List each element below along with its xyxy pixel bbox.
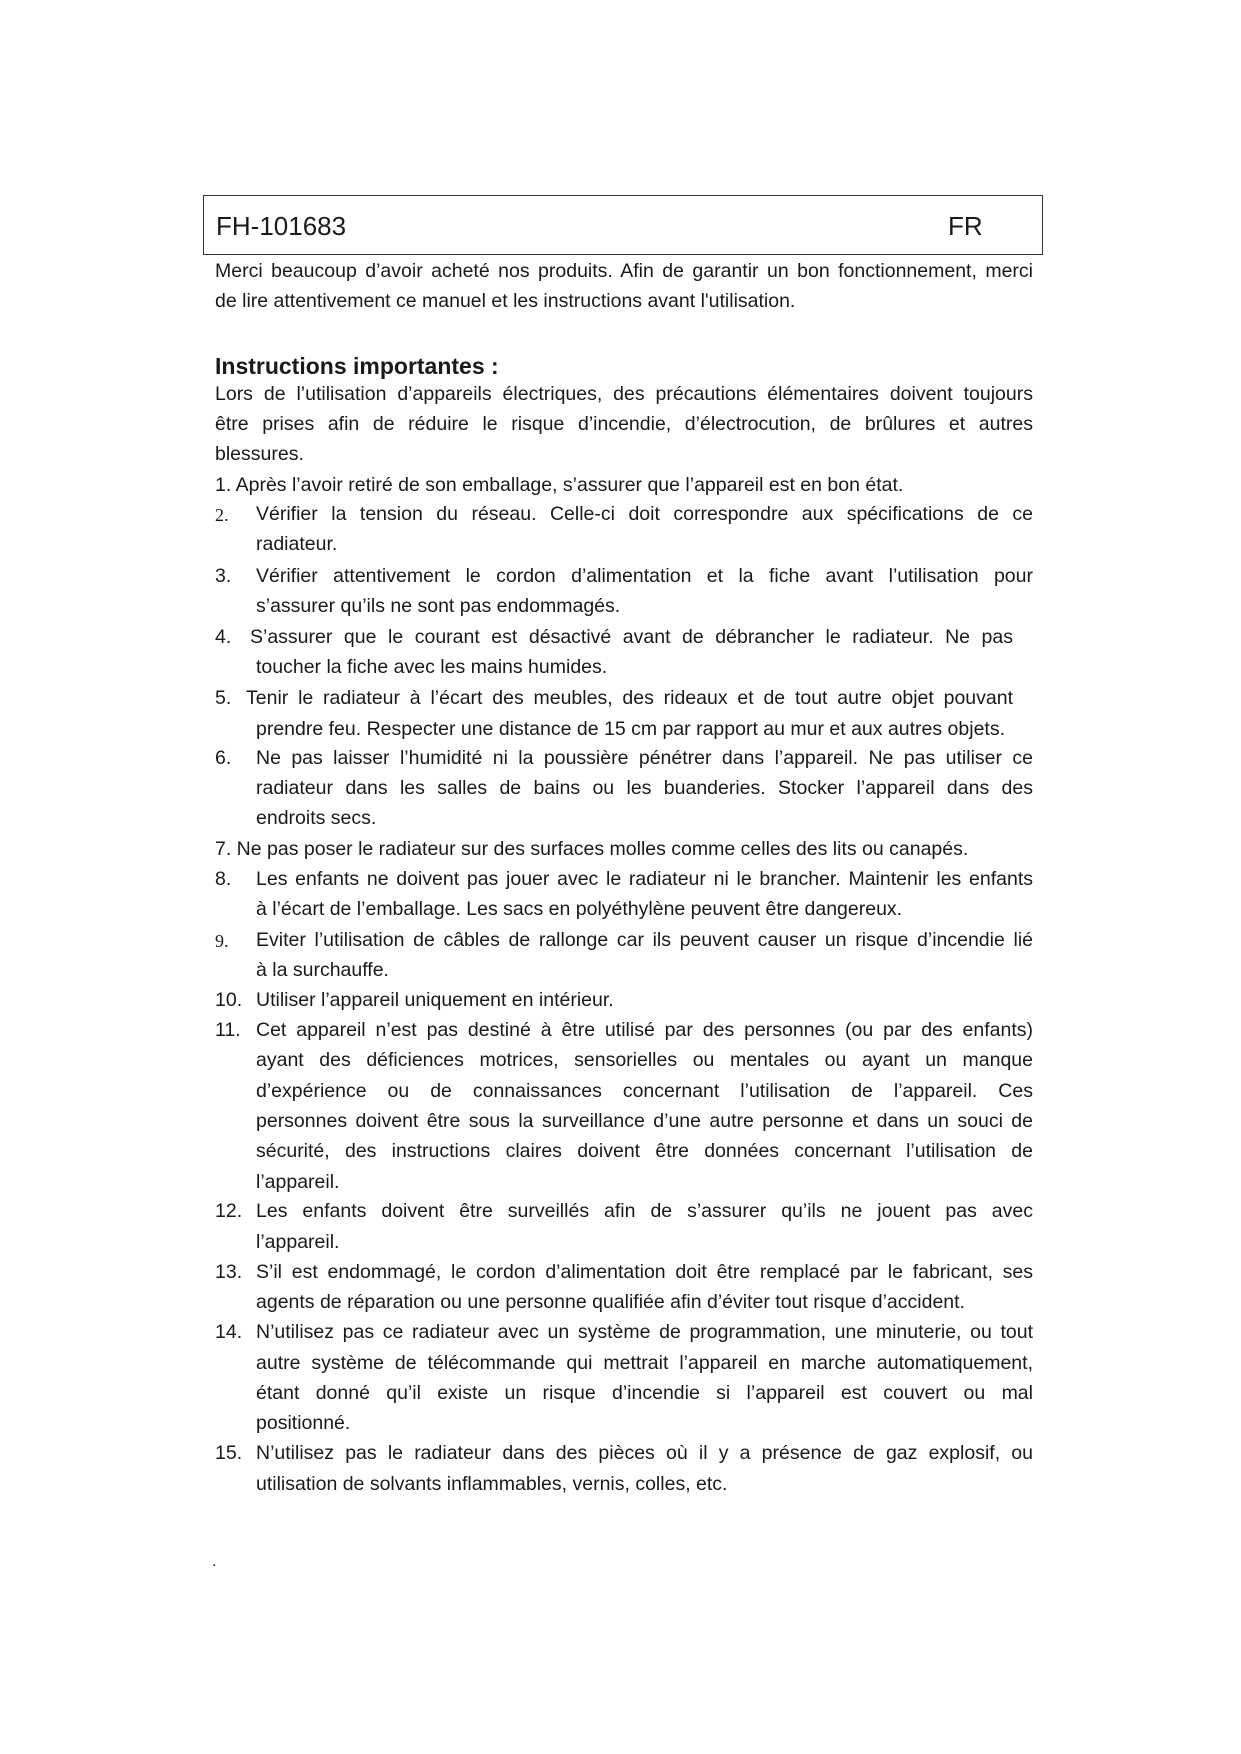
list-number-9: 9. [215, 931, 229, 951]
list-item-13-line-1: S’il est endommagé, le cordon d’alimentation doit être remplacé par le fabricant, ses [256, 1261, 1033, 1283]
list-item-7: 7. Ne pas poser le radiateur sur des surfaces molles comme celles des lits ou canapés. [215, 838, 969, 860]
model-number: FH-101683 [216, 211, 347, 241]
list-item-8-line-2: à l’écart de l’emballage. Les sacs en polyéthylène peuvent être dangereux. [256, 898, 903, 920]
intro-line-2: de lire attentivement ce manuel et les instructions avant l'utilisation. [215, 290, 796, 312]
list-item-15-line-1: N’utilisez pas le radiateur dans des pièces où il y a présence de gaz explosif, ou [256, 1442, 1033, 1464]
list-item-11-line-4: personnes doivent être sous la surveillance d’une autre personne et dans un souci de [256, 1110, 1033, 1132]
list-item-10: Utiliser l’appareil uniquement en intérieur. [256, 989, 614, 1011]
list-number-5: 5. [215, 687, 232, 709]
list-item-4-line-2: toucher la fiche avec les mains humides. [256, 656, 608, 678]
list-item-11-line-2: ayant des déficiences motrices, sensorielles ou mentales ou ayant un manque [256, 1049, 1033, 1071]
list-item-15-line-2: utilisation de solvants inflammables, vernis, colles, etc. [256, 1473, 728, 1495]
section-heading: Instructions importantes : [215, 353, 499, 379]
list-item-3-line-1: Vérifier attentivement le cordon d’alimentation et la fiche avant l’utilisation pour [256, 565, 1033, 587]
list-item-12-line-2: l’appareil. [256, 1231, 340, 1253]
list-item-5-line-1: Tenir le radiateur à l’écart des meubles, des rideaux et de tout autre objet pouvant [246, 687, 1013, 709]
list-item-2-line-2: radiateur. [256, 533, 338, 555]
list-item-2-line-1: Vérifier la tension du réseau. Celle-ci doit correspondre aux spécifications de ce [256, 503, 1033, 525]
list-item-14-line-1: N’utilisez pas ce radiateur avec un système de programmation, une minuterie, ou tout [256, 1321, 1033, 1343]
list-number-13: 13. [215, 1261, 243, 1283]
header-box [203, 195, 1043, 255]
lead-line-3: blessures. [215, 443, 304, 465]
list-item-14-line-4: positionné. [256, 1412, 351, 1434]
list-number-14: 14. [215, 1321, 243, 1343]
list-item-11-line-1: Cet appareil n’est pas destiné à être utilisé par des personnes (ou par des enfants) [256, 1019, 1033, 1041]
list-number-11: 11. [215, 1019, 241, 1041]
list-item-9-line-2: à la surchauffe. [256, 959, 389, 981]
list-item-13-line-2: agents de réparation ou une personne qualifiée afin d’éviter tout risque d’accident. [256, 1291, 965, 1313]
list-number-8: 8. [215, 868, 232, 890]
list-item-6-line-1: Ne pas laisser l’humidité ni la poussière pénétrer dans l’appareil. Ne pas utiliser ce [256, 747, 1033, 769]
intro-line-1: Merci beaucoup d’avoir acheté nos produits. Afin de garantir un bon fonctionnement, merci [215, 260, 1033, 282]
list-item-8-line-1: Les enfants ne doivent pas jouer avec le radiateur ni le brancher. Maintenir les enfants [256, 868, 1033, 890]
list-item-14-line-2: autre système de télécommande qui mettrait l’appareil en marche automatiquement, [256, 1352, 1033, 1374]
lead-line-2: être prises afin de réduire le risque d’incendie, d’électrocution, de brûlures et autres [215, 413, 1033, 435]
list-number-2: 2. [215, 505, 229, 525]
list-item-11-line-5: sécurité, des instructions claires doivent être données concernant l’utilisation de [256, 1140, 1033, 1162]
list-item-6-line-3: endroits secs. [256, 807, 377, 829]
list-item-14-line-3: étant donné qu’il existe un risque d’incendie si l’appareil est couvert ou mal [256, 1382, 1033, 1404]
list-item-11-line-6: l’appareil. [256, 1171, 340, 1193]
list-item-4-line-1: S’assurer que le courant est désactivé avant de débrancher le radiateur. Ne pas [250, 626, 1013, 648]
list-item-5-line-2: prendre feu. Respecter une distance de 15 cm par rapport au mur et aux autres objets. [256, 718, 1006, 740]
list-number-12: 12. [215, 1200, 243, 1222]
lead-line-1: Lors de l’utilisation d’appareils électriques, des précautions élémentaires doivent toujours [215, 383, 1033, 405]
list-number-6: 6. [215, 747, 232, 769]
list-item-12-line-1: Les enfants doivent être surveillés afin de s’assurer qu’ils ne jouent pas avec [256, 1200, 1033, 1222]
list-number-4: 4. [215, 626, 232, 648]
list-item-11-line-3: d’expérience ou de connaissances concernant l’utilisation de l’appareil. Ces [256, 1080, 1033, 1102]
list-item-3-line-2: s’assurer qu’ils ne sont pas endommagés. [256, 595, 621, 617]
language-code: FR [948, 211, 983, 241]
list-item-6-line-2: radiateur dans les salles de bains ou les buanderies. Stocker l’appareil dans des [256, 777, 1033, 799]
list-number-10: 10. [215, 989, 243, 1011]
footer-mark: . [212, 1553, 217, 1570]
list-number-15: 15. [215, 1442, 243, 1464]
list-item-1: 1. Après l’avoir retiré de son emballage, s’assurer que l’appareil est en bon état. [215, 474, 904, 496]
list-number-3: 3. [215, 565, 232, 587]
list-item-9-line-1: Eviter l’utilisation de câbles de rallonge car ils peuvent causer un risque d’incendie lié [256, 929, 1033, 951]
